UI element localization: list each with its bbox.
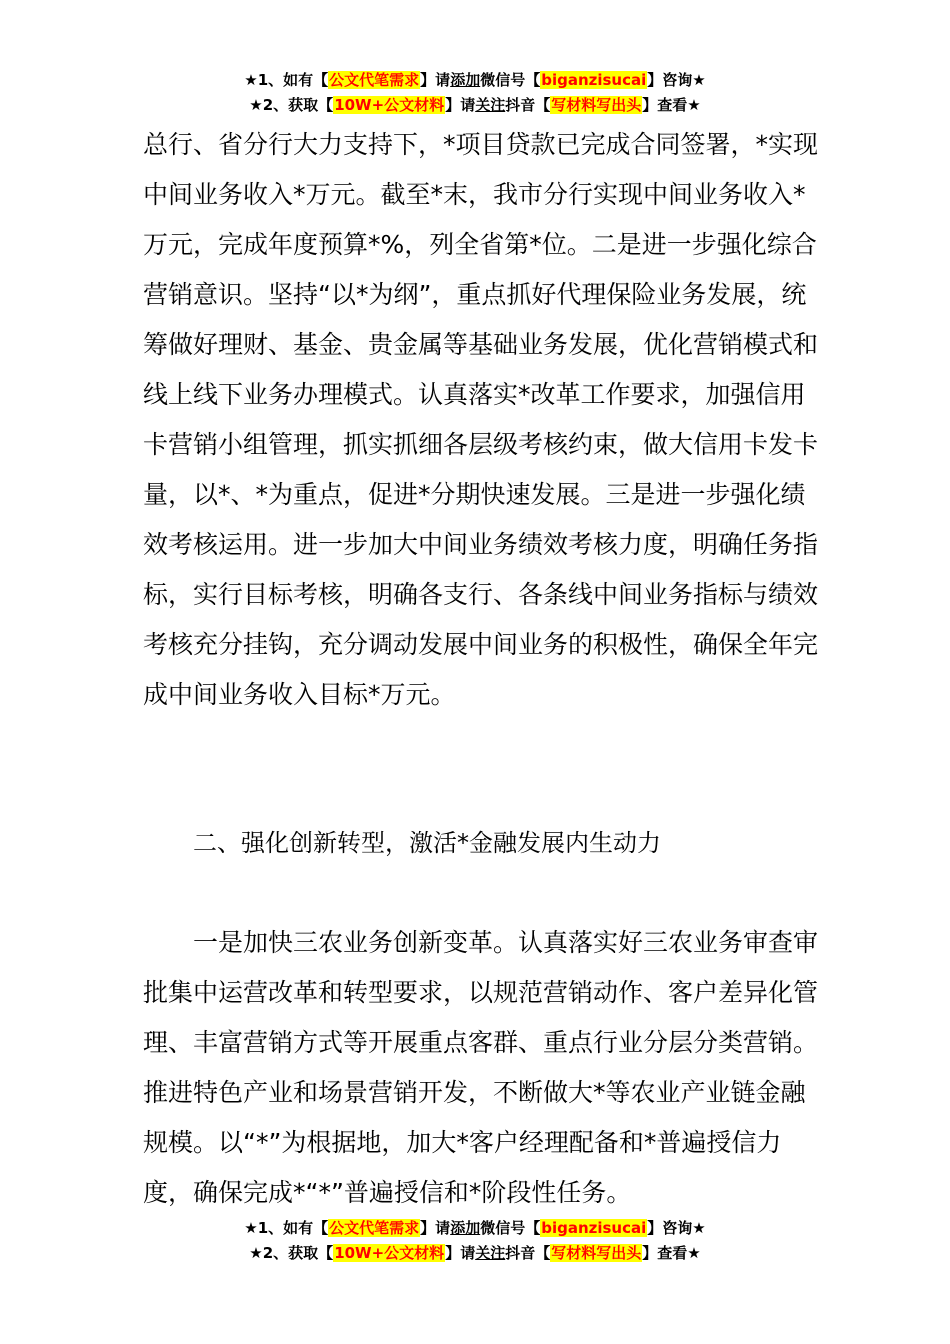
promo-text: 】请 [420,71,451,89]
promo-text: ★2、获取【 [249,1244,334,1262]
promo-text: 抖音【 [505,96,551,114]
body-paragraph-2: 一是加快三农业务创新变革。认真落实好三农业务审查审批集中运营改革和转型要求，以规范营销动作、客户差异化管理、丰富营销方式等开展重点客群、重点行业分层分类营销。推进特色产业和场景营销开发，不断做大*等农业产业链金融规模。以“*”为根据地，加大*客户经理配备和*普遍授信力度，确保完成*“*”普遍授信和*阶段性任务。 [143,928,819,1207]
promo-text: ★1、如有【 [244,71,329,89]
promo-text: ★2、获取【 [249,96,334,114]
highlight-service: 公文代笔需求 [329,1219,420,1237]
promo-text: 微信号【 [480,1219,541,1237]
highlight-douyin-account: 写材料写出头 [551,96,642,114]
highlight-douyin-account: 写材料写出头 [551,1244,642,1262]
promo-text: 】查看★ [642,1244,701,1262]
highlight-service: 公文代笔需求 [329,71,420,89]
promo-line-2 [0,93,950,118]
promo-text: 】请 [445,1244,476,1262]
promo-text: 】请 [420,1219,451,1237]
promo-text: 】咨询★ [647,71,706,89]
highlight-materials: 10W+公文材料 [334,96,445,114]
promo-text: 】请 [445,96,476,114]
section-heading: 二、强化创新转型，激活*金融发展内生动力 [193,829,661,857]
promo-banner-top [0,68,950,118]
promo-banner-bottom [0,1216,950,1266]
promo-text: 】咨询★ [647,1219,706,1237]
promo-text: ★1、如有【 [244,1219,329,1237]
underlined-text: 关注 [475,96,506,114]
body-paragraph-1: 总行、省分行大力支持下，*项目贷款已完成合同签署，*实现中间业务收入*万元。截至*末，我市分行实现中间业务收入*万元，完成年度预算*%，列全省第*位。二是进一步强化综合营销意识。坚持“以*为纲”，重点抓好代理保险业务发展，统筹做好理财、基金、贵金属等基础业务发展，优化营销模式和线上线下业务办理模式。认真落实*改革工作要求，加强信用卡营销小组管理，抓实抓细各层级考核约束，做大信用卡发卡量，以*、*为重点，促进*分期快速发展。三是进一步强化绩效考核运用。进一步加大中间业务绩效考核力度，明确任务指标，实行目标考核，明确各支行、各条线中间业务指标与绩效考核充分挂钩，充分调动发展中间业务的积极性，确保全年完成中间业务收入目标*万元。 [143,130,819,709]
promo-line-2 [0,1241,950,1266]
promo-text: 抖音【 [505,1244,551,1262]
highlight-materials: 10W+公文材料 [334,1244,445,1262]
highlight-wechat-id: biganzisucai [541,1219,647,1237]
promo-text: 微信号【 [480,71,541,89]
underlined-text: 添加 [450,1219,481,1237]
underlined-text: 关注 [475,1244,506,1262]
promo-line-1 [0,68,950,93]
promo-line-1 [0,1216,950,1241]
promo-text: 】查看★ [642,96,701,114]
underlined-text: 添加 [450,71,481,89]
highlight-wechat-id: biganzisucai [541,71,647,89]
